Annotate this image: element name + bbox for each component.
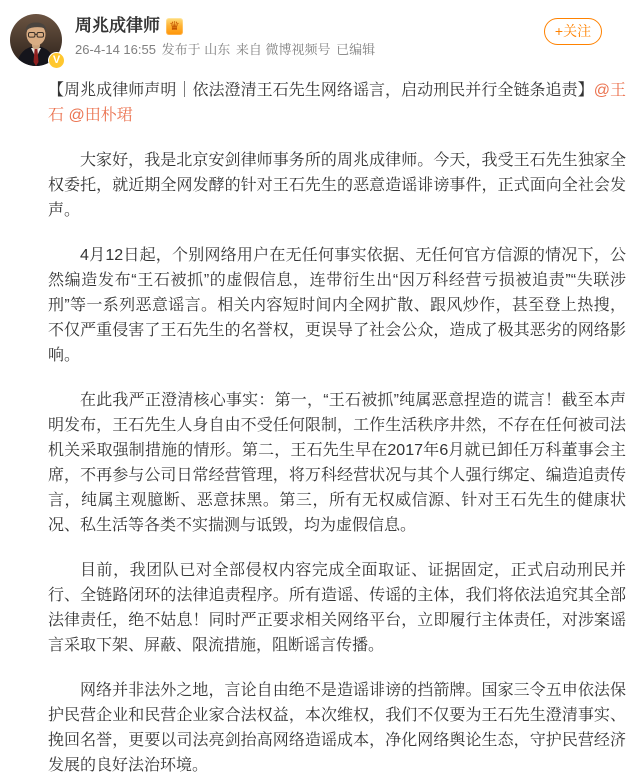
post-header <box>10 14 627 66</box>
mention-link-wangshi[interactable]: @王石 <box>48 82 626 124</box>
post-meta <box>75 42 627 57</box>
post-location: 发布于 山东 <box>161 42 231 57</box>
post-paragraph-4: 目前，我团队已对全部侵权内容完成全面取证、证据固定，正式启动刑民并行、全链路闭环的法律追责程序。所有造谣、传谣的主体，我们将依法追究其全部法律责任，绝不姑息！同时严正要求相关网络平台，立即履行主体责任，对涉案谣言采取下架、屏蔽、限流措施，阻断谣言传播。 <box>48 562 626 654</box>
post-title <box>48 78 626 128</box>
mention-link-tianpujun[interactable]: @田朴珺 <box>68 107 133 124</box>
post-paragraph-5: 网络并非法外之地，言论自由绝不是造谣诽谤的挡箭牌。国家三令五申依法保护民营企业和民营企业家合法权益，本次维权，我们不仅要为王石先生澄清事实、挽回名誉，更要以司法亮剑抬高网络造谣成本，净化网络舆论生态，守护民营经济发展的良好法治环境。 <box>48 682 626 774</box>
post-edited-flag: 已编辑 <box>336 42 376 57</box>
vip-crown-icon: ♛ <box>166 18 183 35</box>
post-source[interactable]: 来自 微博视频号 <box>235 42 331 57</box>
username[interactable]: 周兆成律师 <box>75 16 160 35</box>
avatar[interactable] <box>10 14 62 66</box>
post-paragraph-1: 大家好，我是北京安剑律师事务所的周兆成律师。今天，我受王石先生独家全权委托，就近期全网发酵的针对王石先生的恶意造谣诽谤事件，正式面向全社会发声。 <box>48 152 626 219</box>
weibo-post <box>0 14 627 783</box>
follow-button[interactable]: +关注 <box>544 18 602 45</box>
post-paragraph-3: 在此我严正澄清核心事实：第一，“王石被抓”纯属恶意捏造的谎言！截至本声明发布，王石先生人身自由不受任何限制，工作生活秩序井然，不存在任何被司法机关采取强制措施的情形。第二，王石先生早在2017年6月就已卸任万科董事会主席，不再参与公司日常经营管理，将万科经营状况与其个人强行绑定、编造追责传言，纯属主观臆断、恶意抹黑。第三，所有无权威信源、针对王石先生的健康状况、私生活等各类不实揣测与诋毁，均为虚假信息。 <box>48 392 626 534</box>
verified-badge-icon: V <box>48 52 65 69</box>
post-time: 26-4-14 16:55 <box>75 42 156 57</box>
post-paragraph-2: 4月12日起，个别网络用户在无任何事实依据、无任何官方信源的情况下，公然编造发布“王石被抓”的虚假信息，连带衍生出“因万科经营亏损被追责”“失联涉刑”等一系列恶意谣言。相关内容短时间内全网扩散、跟风炒作，甚至登上热搜，不仅严重侵害了王石先生的名誉权，更误导了社会公众，造成了极其恶劣的网络影响。 <box>48 247 626 364</box>
post-content <box>48 78 626 778</box>
post-title-text: 【周兆成律师声明｜依法澄清王石先生网络谣言，启动刑民并行全链条追责】 <box>48 82 594 99</box>
